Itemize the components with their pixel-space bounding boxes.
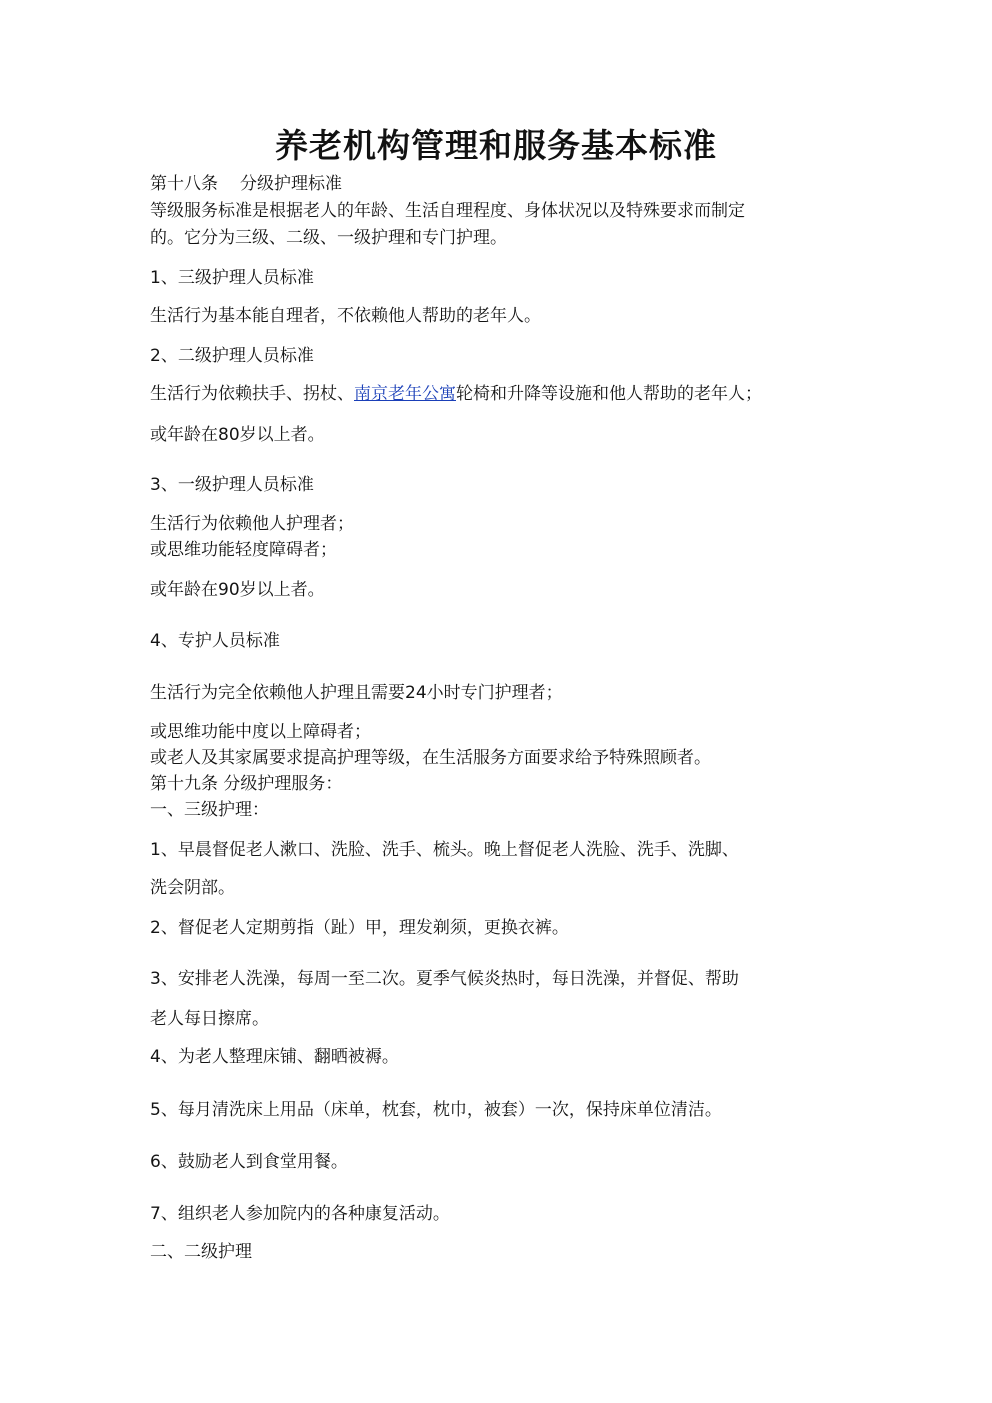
service-item-line: 洗会阴部。: [150, 878, 235, 898]
article-18-heading: 分级护理标准: [240, 174, 342, 194]
service-item-line: 老人每日擦席。: [150, 1009, 269, 1029]
level1-desc2: 或思维功能轻度障碍者；: [150, 540, 337, 560]
level2-desc-line: [150, 381, 762, 407]
section1-title: 一、三级护理：: [150, 800, 269, 820]
special-desc3: 或老人及其家属要求提高护理等级，在生活服务方面要求给予特殊照顾者。: [150, 748, 711, 768]
section2-title: 二、二级护理: [150, 1242, 252, 1262]
special-desc2: 或思维功能中度以上障碍者；: [150, 722, 371, 742]
service-item-line: 6、鼓励老人到食堂用餐。: [150, 1152, 348, 1172]
special-heading: 4、专护人员标准: [150, 631, 280, 651]
nanjing-senior-apartment-link[interactable]: 南京老年公寓: [354, 384, 456, 404]
service-item-line: 2、督促老人定期剪指（趾）甲，理发剃须，更换衣裤。: [150, 918, 569, 938]
level2-desc-before: 生活行为依赖扶手、拐杖、: [150, 384, 354, 404]
level2-heading: 2、二级护理人员标准: [150, 346, 314, 366]
article-18-line: [150, 171, 342, 197]
level2-desc-after: 轮椅和升降等设施和他人帮助的老年人；: [456, 384, 762, 404]
document-title: 养老机构管理和服务基本标准: [275, 126, 717, 165]
service-item-line: 3、安排老人洗澡，每周一至二次。夏季气候炎热时，每日洗澡，并督促、帮助: [150, 969, 739, 989]
article-18-number: 第十八条: [150, 174, 218, 194]
level3-desc: 生活行为基本能自理者，不依赖他人帮助的老年人。: [150, 306, 541, 326]
special-desc1: 生活行为完全依赖他人护理且需要24小时专门护理者；: [150, 683, 563, 703]
level1-age: 或年龄在90岁以上者。: [150, 580, 325, 600]
level1-desc1: 生活行为依赖他人护理者；: [150, 514, 354, 534]
level2-age: 或年龄在80岁以上者。: [150, 425, 325, 445]
level1-heading: 3、一级护理人员标准: [150, 475, 314, 495]
article-19-heading: 第十九条 分级护理服务：: [150, 774, 343, 794]
article-18-intro-line2: 的。它分为三级、二级、一级护理和专门护理。: [150, 228, 507, 248]
article-18-intro-line1: 等级服务标准是根据老人的年龄、生活自理程度、身体状况以及特殊要求而制定: [150, 201, 745, 221]
service-item-line: 4、为老人整理床铺、翻晒被褥。: [150, 1047, 399, 1067]
service-item-line: 5、每月清洗床上用品（床单，枕套，枕巾，被套）一次，保持床单位清洁。: [150, 1100, 722, 1120]
service-item-line: 7、组织老人参加院内的各种康复活动。: [150, 1204, 450, 1224]
level3-heading: 1、三级护理人员标准: [150, 268, 314, 288]
service-item-line: 1、早晨督促老人漱口、洗脸、洗手、梳头。晚上督促老人洗脸、洗手、洗脚、: [150, 840, 739, 860]
